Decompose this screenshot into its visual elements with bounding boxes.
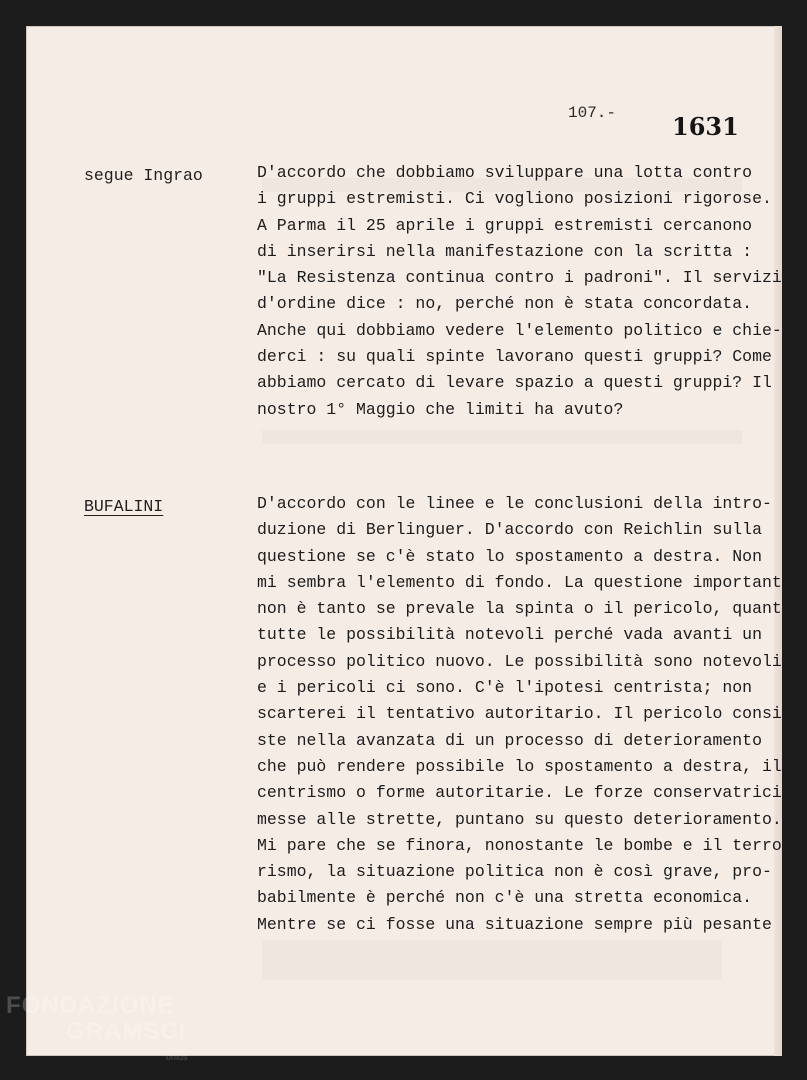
fondazione-gramsci-watermark	[6, 992, 188, 1062]
text-line: i gruppi estremisti. Ci vogliono posizioni rigorose.	[257, 189, 772, 209]
text-line: babilmente è perché non c'è una stretta economica.	[257, 888, 753, 908]
text-line: abbiamo cercato di levare spazio a questi gruppi? Il	[257, 373, 772, 393]
text-line: "La Resistenza continua contro i padroni". Il servizio	[257, 268, 792, 288]
text-line: duzione di Berlinguer. D'accordo con Reichlin sulla	[257, 520, 762, 540]
text-line: rismo, la situazione politica non è così grave, pro-	[257, 862, 772, 882]
text-line: Anche qui dobbiamo vedere l'elemento politico e chie-	[257, 320, 782, 340]
text-line: tutte le possibilità notevoli perché vada avanti un	[257, 625, 762, 645]
text-line: ste nella avanzata di un processo di deterioramento	[257, 730, 762, 750]
text-line: centrismo o forme autoritarie. Le forze conservatrici,	[257, 783, 792, 803]
text-line: D'accordo che dobbiamo sviluppare una lotta contro	[257, 163, 753, 182]
document-number: 1631	[672, 112, 739, 141]
text-line: che può rendere possibile lo spostamento a destra, il	[257, 756, 782, 776]
text-line: Mentre se ci fosse una situazione sempre più pesante	[257, 914, 772, 934]
text-line: e i pericoli ci sono. C'è l'ipotesi centrista; non	[257, 678, 753, 698]
page-number: 107.-	[568, 104, 617, 122]
text-line: questione se c'è stato lo spostamento a destra. Non	[257, 546, 762, 566]
text-line: A Parma il 25 aprile i gruppi estremisti cercanono	[257, 215, 753, 235]
paragraph-bufalini	[257, 491, 792, 938]
text-line: processo politico nuovo. Le possibilità sono notevoli	[257, 651, 782, 671]
text-line: di inserirsi nella manifestazione con la scritta :	[257, 241, 753, 261]
text-line: d'ordine dice : no, perché non è stata concordata.	[257, 294, 753, 314]
watermark-line: GRAMSCI	[66, 1018, 187, 1045]
text-line: messe alle strette, puntano su questo deterioramento.	[257, 809, 782, 829]
text-line: derci : su quali spinte lavorano questi gruppi? Come	[257, 347, 772, 367]
paragraph-ingrao	[257, 160, 792, 423]
speaker-ingrao: segue Ingrao	[84, 166, 203, 185]
watermark-line: FONDAZIONE	[6, 992, 175, 1019]
text-line: Mi pare che se finora, nonostante le bombe e il terro-	[257, 835, 792, 855]
text-line: non è tanto se prevale la spinta o il pericolo, quanto	[257, 599, 792, 619]
text-line: D'accordo con le linee e le conclusioni della intro-	[257, 494, 772, 513]
watermark-line: onlus	[166, 1052, 188, 1062]
text-line: scarterei il tentativo autoritario. Il pericolo consi-	[257, 704, 792, 724]
text-line: mi sembra l'elemento di fondo. La questione importante	[257, 572, 792, 592]
text-line: nostro 1° Maggio che limiti ha avuto?	[257, 399, 624, 419]
speaker-bufalini: BUFALINI	[84, 497, 164, 516]
